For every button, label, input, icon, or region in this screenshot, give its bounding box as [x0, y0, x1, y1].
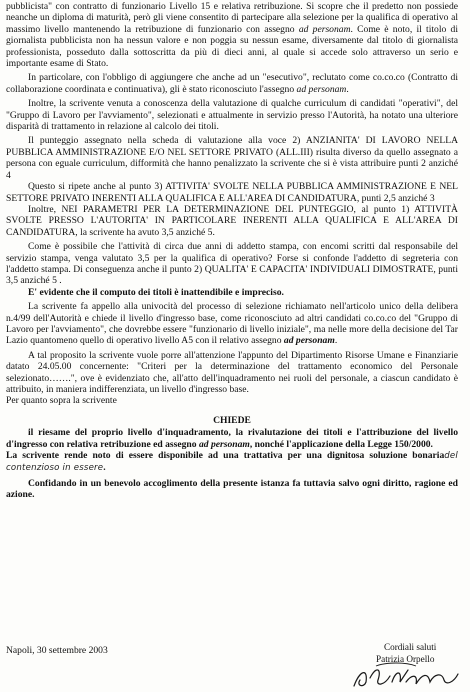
- paragraph-1-text-cont: . Come è noto, il titolo di giornalista pubblicista non ha nessun valore e non poggia su nessun esame, diversamente dal titolo di giornalista professionista, posseduto dalla sottoscritta da più di dieci anni, al quale si accede solo attraverso un serio e importante esame di Stato.: [6, 23, 458, 70]
- closing-greeting: Cordiali saluti: [384, 642, 437, 652]
- ad-personam-term: ad personam: [296, 83, 347, 95]
- request-2: [6, 450, 458, 475]
- signer-name: Patrizia Orpello: [376, 654, 435, 664]
- letter-date: Napoli, 30 settembre 2003: [6, 645, 108, 656]
- letter-body: [6, 1, 458, 501]
- paragraph-2-end: .: [346, 83, 349, 95]
- request-1-end: , nonché l'applicazione della Legge 150/2000.: [249, 438, 433, 450]
- paragraph-8: E' evidente che il computo dei titoli è inattendibile e impreciso.: [28, 286, 284, 298]
- request-3: Confidando in un benevolo accoglimento della presente istanza fa tuttavia salvo ogni diritto, ragione ed azione.: [6, 477, 458, 501]
- paragraph-7: Come è possibile che l'attività di circa due anni di addetto stampa, con encomi scritti dal responsabile del servizio stampa, venga valutato 3,5 per la qualifica di operativo? Forse si confonde l'addetto di segreteria con l'addetto stampa. Di conseguenza anche il punto 2) QUALITA' E CAPACITA' INDIVIDUALI DIMOSTRATE, punti 3,5 anziché 5 .: [6, 241, 458, 287]
- paragraph-1: [6, 1, 458, 69]
- ad-personam-term: ad personam: [298, 23, 351, 35]
- paragraph-4: Il punteggio assegnato nella scheda di valutazione alla voce 2) ANZIANITA' DI LAVORO NELLA PUBBLICA AMMINISTRAZIONE E/O NEL SETTORE PRIVATO (ALL.III) risulta diverso da quello assegnato a persona con eguale curriculum, difformità che hanno penalizzato la scrivente che si è vista attribuire punti 2 anziché 4: [6, 135, 458, 181]
- paragraph-6: Inoltre, NEI PARAMETRI PER LA DETERMINAZIONE DEL PUNTEGGIO, al punto 1) ATTIVITÀ SVOLTE PRESSO L'AUTORITA' IN PARTICOLARE INERENTI ALLA QUALIFICA E ALL'AREA DI CANDIDATURA, la scrivente ha avuto 3,5 anziché 5.: [6, 203, 458, 238]
- request-1-text: il riesame del proprio livello d'inquadramento, la rivalutazione dei titoli e l'attribuzione del livello d'ingresso con relativa retribuzione ed assegno: [6, 427, 458, 450]
- paragraph-10: A tal proposito la scrivente vuole porre all'attenzione l'appunto del Dipartimento Risorse Umane e Finanziarie datato 24.05.00 concernente: "Criteri per la determinazione del trattamento economico del Personale selezionato…….", ove è evidenziato che, all'atto dell'inquadramento nei ruoli del personale, a ciascun candidato è attribuito, in maniera indifferenziata, un livello d'ingresso base.: [6, 349, 458, 395]
- request-2-text: La scrivente rende noto di essere disponibile ad una trattativa per una dignitosa soluzione bonaria: [6, 450, 445, 462]
- paragraph-2-text: In particolare, con l'obbligo di aggiungere che anche ad un "esecutivo", reclutato come co.co.co (Contratto di collaborazione coordinata e continuativa), gli è stato riconosciuto l'assegno: [6, 72, 458, 95]
- ad-personam-term: ad personam: [283, 335, 335, 347]
- handwritten-insertion: del contenzioso in essere: [6, 451, 458, 474]
- paragraph-11: Per quanto sopra la scrivente: [6, 395, 117, 407]
- paragraph-1-text: pubblicista" con contratto di funzionario Livello 15 e relativa retribuzione. Si scopre che il predetto non possiede neanche un diploma di maturità, però gli viene consentito di partecipare alla selezione per la qualifica di operativo al massimo livello mantenendo la retribuzione di funzionario con assegno: [6, 1, 458, 35]
- paragraph-9-end: .: [334, 335, 338, 347]
- paragraph-9: [6, 301, 458, 347]
- request-1: [6, 427, 458, 450]
- paragraph-5: Questo si ripete anche al punto 3) ATTIVITA' SVOLTE NELLA PUBBLICA AMMINISTRAZIONE E NEL SETTORE PRIVATO INERENTI ALLA QUALIFICA E ALL'AREA DI CANDIDATURA, punti 2,5 anziché 3: [6, 181, 458, 204]
- paragraph-2: [6, 72, 458, 95]
- ad-personam-term: ad personam: [198, 438, 250, 450]
- letter-footer: [6, 642, 458, 690]
- handwritten-signature: [346, 660, 466, 690]
- request-2-end: .: [103, 462, 106, 474]
- paragraph-9-text: La scrivente fa appello alla univocità del processo di selezione richiamato nell'articolo unico della delibera n.4/99 dell'Autorità e chiede il livello d'ingresso base, come riconosciuto ad altri candidati co.co.co del "Gruppo di Lavoro per l'avviamento", che dovrebbe essere "funzionario di livello iniziale", ma nelle more della decisione del Tar Lazio quantomeno quello di operativo livello A5 con il relativo assegno: [6, 301, 458, 347]
- paragraph-3: Inoltre, la scrivente venuta a conoscenza della valutazione di qualche curriculum di candidati "operativi", del "Gruppo di Lavoro per l'avviamento", selezionati e attualmente in servizio presso l'Autorità, ha notato una ulteriore disparità di trattamento in relazione al calcolo dei titoli.: [6, 98, 458, 133]
- request-heading: CHIEDE: [213, 414, 251, 426]
